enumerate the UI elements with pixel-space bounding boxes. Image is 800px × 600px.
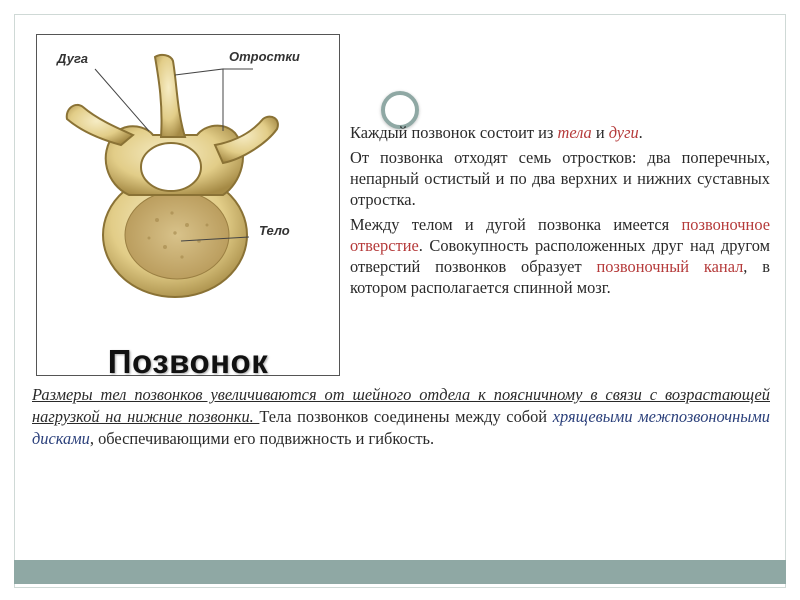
footer-bar [14,560,786,584]
text-span: Тела позвонков соединены между собой [259,407,553,426]
text-span: . Совокупность расположенных друг над другом отверстий позвонков образует [350,236,770,276]
vertebra-illustration [37,35,341,377]
term-arc: дуги [608,123,639,142]
underlined-statement: Размеры тел позвонков увеличиваются от шейного отдела к поясничному в связи с возрастающей нагрузкой на нижние позвонки. [32,385,770,426]
figure-caption: Позвонок [107,343,269,380]
paragraph-canal [350,214,770,298]
paragraph-processes: От позвонка отходят семь отростков: два поперечных, непарный остистый и по два верхних и нижних суставных отростка. [350,148,770,209]
text-span: Между телом и дугой позвонка имеется [350,215,682,234]
main-text-block [350,122,770,302]
paragraph-structure [350,122,770,143]
vertebra-figure [36,34,340,380]
term-body: тела [557,123,592,142]
term-foramen: позвоночное отверстие [350,215,770,255]
bottom-text-block [32,384,770,450]
text-span: и [591,123,609,142]
term-discs: хрящевыми межпозвоночными дисками [32,407,770,448]
text-span: , обеспечивающими его подвижность и гибкость. [89,429,435,448]
text-span: Каждый позвонок состоит из [350,123,558,142]
text-span: . [638,123,643,142]
label-arc: Дуга [57,51,88,66]
text-span: , в котором располагается спинной мозг. [350,257,770,297]
label-body: Тело [259,223,290,238]
term-canal: позвоночный канал [596,257,744,276]
label-processes: Отростки [229,49,300,64]
